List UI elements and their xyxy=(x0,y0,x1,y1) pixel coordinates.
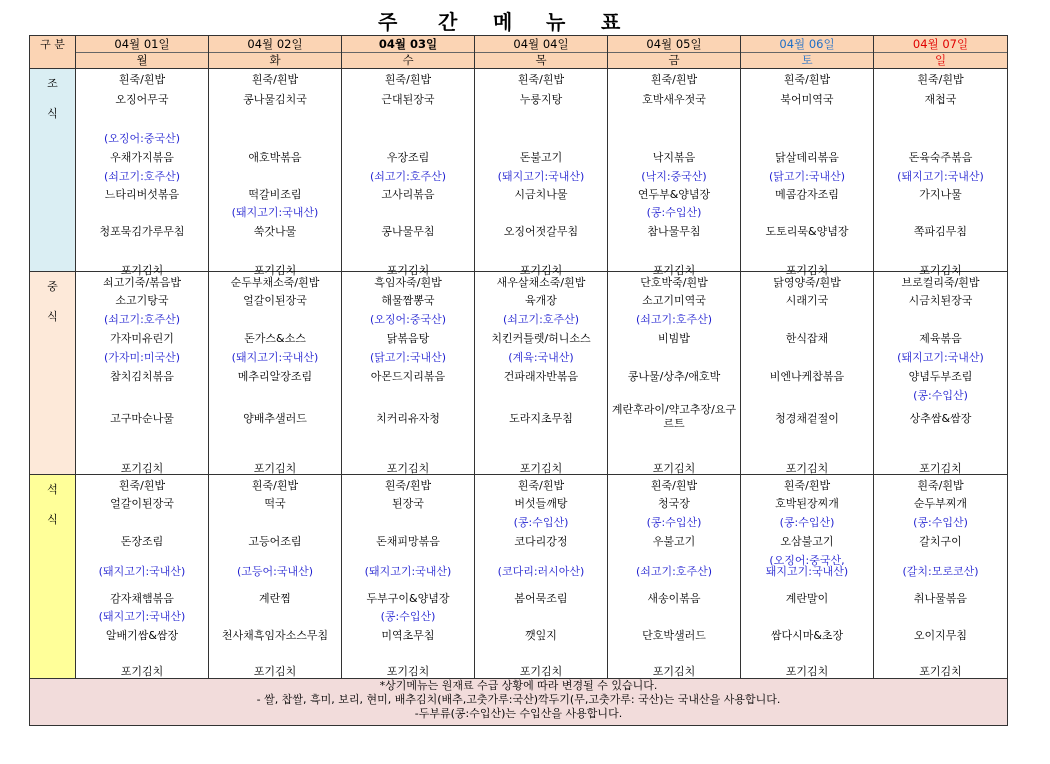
day-weekday: 월 xyxy=(136,53,148,67)
menu-item: 닭영양죽/흰밥 xyxy=(773,276,841,289)
origin-note: (돼지고기:국내산) xyxy=(897,351,984,364)
menu-cell xyxy=(741,475,874,679)
day-weekday: 토 xyxy=(801,53,813,67)
menu-item: 포기김치 xyxy=(919,462,962,475)
menu-item: 포기김치 xyxy=(253,462,297,475)
origin-note: 돼지고기:국내산) xyxy=(765,565,849,578)
menu-item: 건파래자반볶음 xyxy=(503,370,579,383)
menu-item: 흰죽/흰밥 xyxy=(118,479,166,492)
day-weekday: 수 xyxy=(402,53,414,67)
menu-item: 치커리유자청 xyxy=(376,412,440,425)
day-date: 04월 02일 xyxy=(209,36,341,53)
menu-item: 닭볶음탕 xyxy=(386,332,430,345)
origin-note: (돼지고기:국내산) xyxy=(897,170,984,183)
origin-note: (쇠고기:호주산) xyxy=(103,170,181,183)
menu-item: 시금치나물 xyxy=(514,188,568,201)
origin-note: (쇠고기:호주산) xyxy=(103,313,181,326)
menu-item: 포기김치 xyxy=(253,665,297,678)
menu-cell xyxy=(209,475,342,679)
title-char: 표 xyxy=(601,10,621,34)
menu-item: 돈육숙주볶음 xyxy=(908,151,973,164)
origin-note: (콩:수입산) xyxy=(779,516,835,529)
menu-cell xyxy=(209,69,342,277)
menu-item: 한식잡채 xyxy=(785,332,829,345)
menu-cell xyxy=(608,69,741,277)
day-weekday: 화 xyxy=(269,53,281,67)
menu-item: 흰죽/흰밥 xyxy=(650,479,698,492)
origin-note: (돼지고기:국내산) xyxy=(231,351,319,364)
menu-item: 새우살채소죽/흰밥 xyxy=(496,276,586,289)
menu-item: 포기김치 xyxy=(919,264,962,277)
menu-item: 브로컬리죽/흰밥 xyxy=(901,276,980,289)
menu-item: 가자미유린기 xyxy=(110,332,174,345)
origin-note: (코다리:러시아산) xyxy=(497,565,585,578)
menu-item: 낙지볶음 xyxy=(652,151,696,164)
title-char: 주 xyxy=(378,10,398,34)
menu-item: 떡국 xyxy=(264,497,286,510)
menu-item: 호박된장찌개 xyxy=(775,497,839,510)
menu-item: 비엔나케찹볶음 xyxy=(769,370,845,383)
menu-item: 재첩국 xyxy=(924,93,957,106)
menu-item: 흰죽/흰밥 xyxy=(650,73,698,86)
title-char: 뉴 xyxy=(546,10,566,34)
menu-cell xyxy=(475,69,608,277)
origin-note: (계육:국내산) xyxy=(508,351,574,364)
menu-item: 미역초무침 xyxy=(381,629,435,642)
menu-item: 쇠고기죽/볶음밥 xyxy=(102,276,182,289)
origin-note: (오징어:중국산) xyxy=(369,313,447,326)
menu-item: 시래기국 xyxy=(785,294,829,307)
menu-item: 연두부&양념장 xyxy=(637,188,711,201)
menu-item: 근대된장국 xyxy=(381,93,435,106)
menu-cell xyxy=(76,272,209,475)
day-header xyxy=(76,36,209,69)
meal-label-char: 석 xyxy=(47,483,58,496)
menu-item: 시금치된장국 xyxy=(908,294,973,307)
menu-item: 참치김치볶음 xyxy=(110,370,174,383)
menu-cell xyxy=(342,475,475,679)
menu-item: 포기김치 xyxy=(120,264,164,277)
day-date: 04월 01일 xyxy=(76,36,208,53)
origin-note: (쇠고기:호주산) xyxy=(369,170,447,183)
origin-note: (콩:수입산) xyxy=(913,389,968,402)
menu-item: 흰죽/흰밥 xyxy=(917,479,964,492)
menu-item: 고구마순나물 xyxy=(110,412,174,425)
meal-label-char: 식 xyxy=(47,310,58,323)
menu-item: 고사리볶음 xyxy=(381,188,435,201)
note-line: - 쌀, 찹쌀, 흑미, 보리, 현미, 배추김치(배추,고춧가루:국산)깍두기(무,고춧가루: 국산)는 국내산을 사용합니다. xyxy=(256,693,781,706)
menu-item: 포기김치 xyxy=(253,264,297,277)
origin-note: (돼지고기:국내산) xyxy=(497,170,585,183)
origin-note: (콩:수입산) xyxy=(380,610,436,623)
day-date: 04월 06일 xyxy=(741,36,873,53)
menu-item: 감자채햄볶음 xyxy=(110,592,174,605)
menu-item: 두부구이&양념장 xyxy=(366,592,450,605)
menu-cell xyxy=(741,272,874,475)
menu-item: 포기김치 xyxy=(386,462,430,475)
menu-item: 단호박죽/흰밥 xyxy=(640,276,708,289)
day-date: 04월 07일 xyxy=(874,36,1007,53)
menu-item: 갈치구이 xyxy=(919,535,962,548)
note-line: -두부류(콩:수입산)는 수입산을 사용합니다. xyxy=(414,707,623,720)
menu-item: 계란말이 xyxy=(785,592,829,605)
meal-label xyxy=(30,475,76,679)
menu-item: 호박새우젓국 xyxy=(642,93,706,106)
day-weekday: 목 xyxy=(535,53,547,67)
day-weekday: 일 xyxy=(934,53,947,67)
day-header xyxy=(608,36,741,69)
menu-item: 흰죽/흰밥 xyxy=(917,73,964,86)
menu-item: 닭살데리볶음 xyxy=(775,151,839,164)
header-label: 구 분 xyxy=(30,36,76,69)
menu-item: 청포묵김가루무침 xyxy=(99,225,185,238)
menu-item: 콩나물김치국 xyxy=(243,93,307,106)
menu-item: 돈장조림 xyxy=(120,535,164,548)
day-header xyxy=(874,36,1008,69)
menu-item: 콩나물무침 xyxy=(381,225,435,238)
menu-item: 고등어조림 xyxy=(248,535,302,548)
origin-note: (닭고기:국내산) xyxy=(768,170,846,183)
menu-item: 청국장 xyxy=(658,497,690,510)
menu-item: 포기김치 xyxy=(652,264,696,277)
menu-cell xyxy=(76,69,209,277)
menu-item: 청경채겉절이 xyxy=(775,412,839,425)
meal-label xyxy=(30,69,76,272)
menu-item: 흰죽/흰밥 xyxy=(251,479,299,492)
menu-item: 쑥갓나물 xyxy=(253,225,297,238)
menu-item: 순두부채소죽/흰밥 xyxy=(230,276,320,289)
menu-item: 계란후라이/약고추장/요구르트 xyxy=(611,403,737,430)
menu-item: 포기김치 xyxy=(386,665,430,678)
menu-item: 포기김치 xyxy=(785,462,829,475)
menu-item: 제육볶음 xyxy=(919,332,962,345)
menu-item: 얼갈이된장국 xyxy=(243,294,307,307)
menu-item: 쌈다시마&초장 xyxy=(770,629,844,642)
origin-note: (돼지고기:국내산) xyxy=(98,565,186,578)
menu-item: 치킨커틀렛/허니소스 xyxy=(491,332,591,345)
menu-cell xyxy=(608,475,741,679)
menu-item: 소고기탕국 xyxy=(115,294,169,307)
menu-item: 천사채흑임자소스무침 xyxy=(221,629,329,642)
day-date: 04월 04일 xyxy=(475,36,607,53)
meal-row xyxy=(30,272,1008,475)
day-header xyxy=(342,36,475,69)
menu-item: 포기김치 xyxy=(519,264,563,277)
menu-cell xyxy=(475,272,608,475)
origin-note: (돼지고기:국내산) xyxy=(98,610,186,623)
menu-item: 흰죽/흰밥 xyxy=(783,73,831,86)
origin-note: (돼지고기:국내산) xyxy=(364,565,452,578)
menu-cell xyxy=(209,272,342,475)
menu-item: 육개장 xyxy=(525,294,557,307)
menu-item: 쪽파김무침 xyxy=(913,225,968,238)
title-char: 메 xyxy=(493,10,513,34)
menu-item: 오징어젓갈무침 xyxy=(503,225,579,238)
menu-cell xyxy=(342,272,475,475)
meal-label-char: 조 xyxy=(47,77,58,90)
menu-item: 봄어묵조림 xyxy=(514,592,568,605)
menu-item: 애호박볶음 xyxy=(248,151,302,164)
menu-item: 취나물볶음 xyxy=(913,592,968,605)
origin-note: (콩:수입산) xyxy=(646,516,702,529)
meal-label-char: 중 xyxy=(47,280,58,293)
menu-item: 얼갈이된장국 xyxy=(110,497,174,510)
menu-cell xyxy=(874,475,1008,679)
menu-item: 흰죽/흰밥 xyxy=(517,73,565,86)
meal-row xyxy=(30,475,1008,679)
menu-item: 가지나물 xyxy=(919,188,962,201)
menu-cell xyxy=(874,272,1008,475)
menu-item: 메추리알장조림 xyxy=(237,370,313,383)
weekly-menu-table xyxy=(29,35,1008,726)
menu-item: 오징어무국 xyxy=(115,93,169,106)
origin-note: (쇠고기:호주산) xyxy=(635,565,713,578)
menu-item: 흰죽/흰밥 xyxy=(783,479,831,492)
header-row xyxy=(30,36,1008,69)
menu-item: 콩나물/상추/애호박 xyxy=(627,370,721,383)
menu-item: 포기김치 xyxy=(785,264,829,277)
title-char: 간 xyxy=(438,10,458,34)
menu-item: 오삼불고기 xyxy=(780,535,834,548)
origin-note: (콩:수입산) xyxy=(646,206,702,219)
meal-label xyxy=(30,272,76,475)
origin-note: (가자미:미국산) xyxy=(103,351,181,364)
menu-item: 단호박샐러드 xyxy=(642,629,706,642)
day-date: 04월 03일 xyxy=(342,36,474,53)
menu-item: 양념두부조림 xyxy=(908,370,973,383)
menu-item: 버섯들깨탕 xyxy=(514,497,568,510)
menu-item: 포기김치 xyxy=(386,264,430,277)
menu-cell xyxy=(741,69,874,277)
menu-cell xyxy=(608,272,741,475)
menu-item: 흰죽/흰밥 xyxy=(517,479,565,492)
menu-item: 포기김치 xyxy=(919,665,962,678)
notes-row xyxy=(30,679,1008,726)
day-header xyxy=(209,36,342,69)
menu-item: 돈가스&소스 xyxy=(244,332,306,345)
origin-note: (고등어:국내산) xyxy=(236,565,314,578)
menu-item: 떡갈비조림 xyxy=(248,188,302,201)
menu-item: 포기김치 xyxy=(120,665,164,678)
menu-item: 상추쌈&쌈장 xyxy=(909,412,972,425)
menu-item: 된장국 xyxy=(392,497,424,510)
menu-item: 코다리강정 xyxy=(514,535,568,548)
menu-item: 포기김치 xyxy=(519,665,563,678)
meal-label-char: 식 xyxy=(47,513,58,526)
meal-row xyxy=(30,69,1008,272)
menu-item: 우불고기 xyxy=(652,535,696,548)
menu-item: 포기김치 xyxy=(785,665,829,678)
origin-note: (콩:수입산) xyxy=(913,516,968,529)
day-header xyxy=(741,36,874,69)
origin-note: (쇠고기:호주산) xyxy=(635,313,713,326)
menu-item: 순두부찌개 xyxy=(913,497,968,510)
menu-cell xyxy=(475,475,608,679)
menu-item: 북어미역국 xyxy=(780,93,834,106)
menu-item: 오이지무침 xyxy=(913,629,968,642)
menu-item: 참나물무침 xyxy=(647,225,701,238)
day-header xyxy=(475,36,608,69)
menu-item: 새송이볶음 xyxy=(647,592,701,605)
menu-item: 포기김치 xyxy=(652,665,696,678)
menu-item: 우채가지볶음 xyxy=(110,151,174,164)
menu-cell xyxy=(76,475,209,679)
menu-item: 느타리버섯볶음 xyxy=(104,188,180,201)
origin-note: (갈치:모로코산) xyxy=(902,565,979,578)
menu-item: 포기김치 xyxy=(652,462,696,475)
menu-item: 도라지초무침 xyxy=(509,412,573,425)
menu-item: 돈불고기 xyxy=(519,151,563,164)
origin-note: (오징어:중국산, xyxy=(769,554,845,567)
origin-note: (쇠고기:호주산) xyxy=(502,313,580,326)
menu-item: 해물짬뽕국 xyxy=(381,294,435,307)
menu-item: 아몬드지리볶음 xyxy=(370,370,446,383)
menu-item: 흰죽/흰밥 xyxy=(384,479,432,492)
menu-item: 계란찜 xyxy=(259,592,291,605)
menu-item: 포기김치 xyxy=(120,462,164,475)
menu-item: 메콤감자조림 xyxy=(775,188,839,201)
menu-item: 도토리묵&양념장 xyxy=(765,225,849,238)
origin-note: (낙지:중국산) xyxy=(641,170,707,183)
menu-item: 흰죽/흰밥 xyxy=(118,73,166,86)
origin-note: (오징어:중국산) xyxy=(103,132,181,145)
origin-note: (콩:수입산) xyxy=(513,516,569,529)
meal-label-char: 식 xyxy=(47,107,58,120)
menu-item: 소고기미역국 xyxy=(642,294,706,307)
menu-item: 깻잎지 xyxy=(525,629,557,642)
origin-note: (닭고기:국내산) xyxy=(369,351,447,364)
menu-item: 비빔밥 xyxy=(658,332,690,345)
menu-item: 누룽지탕 xyxy=(519,93,563,106)
menu-item: 흑임자죽/흰밥 xyxy=(374,276,442,289)
menu-item: 돈채피망볶음 xyxy=(376,535,440,548)
origin-note: (돼지고기:국내산) xyxy=(231,206,319,219)
menu-item: 포기김치 xyxy=(519,462,563,475)
notes-cell xyxy=(30,679,1008,726)
menu-item: 양배추샐러드 xyxy=(243,412,307,425)
menu-cell xyxy=(342,69,475,277)
menu-item: 우장조림 xyxy=(386,151,430,164)
menu-item: 알배기쌈&쌈장 xyxy=(105,629,179,642)
menu-item: 흰죽/흰밥 xyxy=(251,73,299,86)
note-line: *상기메뉴는 원재료 수급 상황에 따라 변경될 수 있습니다. xyxy=(379,679,658,692)
menu-cell xyxy=(874,69,1008,277)
day-weekday: 금 xyxy=(668,53,680,67)
day-date: 04월 05일 xyxy=(608,36,740,53)
menu-item: 흰죽/흰밥 xyxy=(384,73,432,86)
